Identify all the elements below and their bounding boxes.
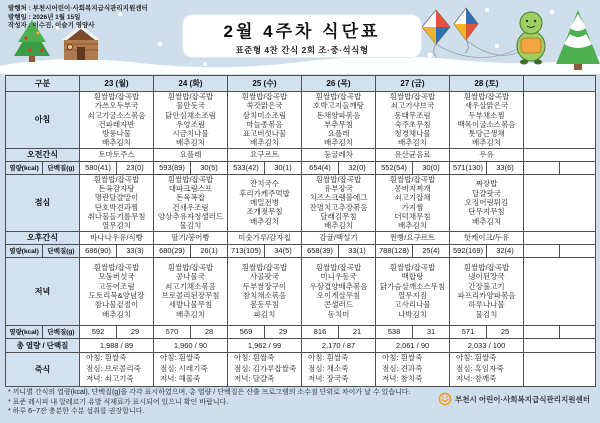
energy-kcal-cell: 788(128) <box>376 244 413 257</box>
menu-item: 백목이굴소스볶음 <box>457 119 516 129</box>
menu-item: 배추김치 <box>102 138 131 148</box>
table-row <box>6 92 596 149</box>
footnote: * 하루 6~7잔 충분한 수분 섭취를 권장합니다. <box>8 408 145 415</box>
day-header: 27 (금) <box>376 76 450 92</box>
empty-cell <box>524 338 596 352</box>
menu-item: 미니우동국 <box>320 272 357 282</box>
menu-item: 표고버섯나물 <box>242 129 287 139</box>
snack-cell: 찐빵/요구르트 <box>376 231 450 244</box>
menu-item: 흰쌀밥/잡곡밥 <box>167 174 214 184</box>
menu-item: 더덕채무침 <box>394 211 431 221</box>
energy-protein-cell: 34(5) <box>265 244 302 257</box>
menu-item: 쇠고기샤브국 <box>390 101 435 111</box>
empty-header <box>524 76 596 92</box>
menu-item: 흰쌀밥/잡곡밥 <box>389 263 436 273</box>
menu-item: 흰쌀밥/잡곡밥 <box>167 263 214 273</box>
menu-item: 조개젓무침 <box>246 207 283 217</box>
energy-kcal-cell: 654(4) <box>302 161 339 174</box>
menu-item: 흰쌀밥/잡곡밥 <box>463 92 510 101</box>
menu-cell <box>302 92 376 149</box>
menu-item: 흰쌀밥/잡곡밥 <box>93 263 140 273</box>
menu-item: 저녁: 달걀죽 <box>234 374 275 384</box>
menu-item: 요플레 <box>327 129 350 139</box>
total-cell: 2,061 / 90 <box>376 338 450 352</box>
empty-cell <box>524 325 560 338</box>
corner-label: 구분 <box>6 76 80 92</box>
menu-item: 건새우조림 <box>172 202 209 212</box>
total-cell: 1,988 / 89 <box>80 338 154 352</box>
table-row <box>6 244 596 257</box>
menu-item: 마늘종볶음 <box>246 119 283 129</box>
empty-cell <box>524 231 596 244</box>
menu-item: 돈채양파볶음 <box>316 110 361 120</box>
menu-item: 배추김치 <box>472 216 501 226</box>
energy-protein-cell: 30(1) <box>265 161 302 174</box>
day-header: 24 (화) <box>154 76 228 92</box>
snack-cell: 감귤/백설기 <box>302 231 376 244</box>
porridge-cell <box>154 352 228 386</box>
menu-item: 짜장밥 <box>475 179 498 189</box>
menu-item: 모둠버섯국 <box>98 272 135 282</box>
table-row <box>6 325 596 338</box>
kite-icon <box>422 8 526 58</box>
energy-kcal-cell: 571 <box>450 325 487 338</box>
table-row <box>6 352 596 386</box>
menu-cell <box>302 174 376 231</box>
row-label-pm-snack: 오후간식 <box>6 231 80 244</box>
snack-cell: 바나나우유/식빵 <box>80 231 154 244</box>
energy-kcal-cell: 569 <box>228 325 265 338</box>
energy-protein-cell: 26(1) <box>191 244 228 257</box>
menu-item: 아침: 흰쌀죽 <box>456 353 497 363</box>
menu-item: 오이게살무침 <box>316 291 361 301</box>
menu-cell <box>302 257 376 325</box>
empty-cell <box>524 257 596 325</box>
menu-item: 흰쌀밥/잡곡밥 <box>93 174 140 184</box>
energy-kcal-cell: 533(42) <box>228 161 265 174</box>
publisher-info <box>8 5 148 31</box>
table-row <box>6 174 596 231</box>
row-label-lunch: 점심 <box>6 174 80 231</box>
menu-item: 동태무조림 <box>394 110 431 120</box>
energy-protein-cell: 33(6) <box>487 161 524 174</box>
menu-item: 사골팟국 <box>250 272 279 282</box>
menu-item: 호박고지들깨탕 <box>313 101 364 111</box>
energy-protein-cell: 23(0) <box>117 161 154 174</box>
table-row <box>6 148 596 161</box>
publish-date-line: 발행일 : 2026년 1월 15일 <box>8 13 81 21</box>
character-icon <box>517 12 545 65</box>
snack-cell: 미숫가루/감자칩 <box>228 231 302 244</box>
menu-cell <box>154 92 228 149</box>
menu-item: 쇠고기굴소스볶음 <box>87 110 146 120</box>
menu-item: 흰쌀밥/잡곡밥 <box>463 263 510 273</box>
empty-cell <box>560 161 596 174</box>
menu-item: 점심: 흑임자죽 <box>456 363 504 373</box>
menu-item: 명란달걀말이 <box>94 193 139 203</box>
menu-item: 메밀전병 <box>250 198 279 208</box>
menu-item: 부추무침 <box>324 119 353 129</box>
menu-item: 점심: 채소죽 <box>308 363 349 373</box>
snack-cell: 우유 <box>450 148 524 161</box>
day-header: 23 (월) <box>80 76 154 92</box>
menu-cell <box>154 257 228 325</box>
menu-item: 아침: 흰쌀죽 <box>160 353 201 363</box>
menu-item: 단호박견과찜 <box>94 202 139 212</box>
energy-kcal-cell: 658(39) <box>302 244 339 257</box>
menu-item: 저녁: 해물죽 <box>160 374 201 384</box>
menu-item: 파프리카양파볶음 <box>457 291 516 301</box>
day-header: 28 (토) <box>450 76 524 92</box>
menu-item: 취나물들기름무침 <box>87 211 146 221</box>
menu-item: 숙주초무침 <box>394 119 431 129</box>
page-subtitle: 표준형 4찬 간식 2회 조·중·석식형 <box>235 44 369 55</box>
menu-cell <box>80 174 154 231</box>
menu-item: 콩비지찌개 <box>394 184 431 194</box>
menu-item: 도토리묵&양념장 <box>88 291 145 301</box>
menu-item: 배추김치 <box>472 138 501 148</box>
table-row <box>6 231 596 244</box>
empty-cell <box>524 161 560 174</box>
menu-item: 삼치미소조림 <box>242 110 287 120</box>
energy-protein-cell: 25 <box>487 325 524 338</box>
menu-item: 쇠고기잡채 <box>394 193 431 203</box>
energy-kcal-cell: 593(89) <box>154 161 191 174</box>
footnote: * 표준 레시피 내 알레르기 유발 식재료가 표시되어 있으니 확인 바랍니다. <box>8 398 229 406</box>
porridge-cell <box>80 352 154 386</box>
logo-text: 부천시 어린이·사회복지급식관리지원센터 <box>455 394 590 404</box>
menu-item: 새우살맑은국 <box>464 101 509 111</box>
menu-item: 물김치 <box>475 309 498 319</box>
energy-protein-cell: 29 <box>265 325 302 338</box>
menu-item: 흰쌀밥/잡곡밥 <box>315 174 362 184</box>
menu-item: 닭가슴살깨소스무침 <box>379 281 446 291</box>
menu-item: 돈육폭찹 <box>176 193 205 203</box>
menu-item: 파김치 <box>253 309 276 319</box>
day-header: 25 (수) <box>228 76 302 92</box>
menu-table-body <box>6 76 596 387</box>
menu-item: 세발나물무침 <box>168 300 213 310</box>
empty-cell <box>524 244 560 257</box>
menu-item: 브로콜리된장무침 <box>161 291 220 301</box>
snack-cell: 토마토주스 <box>80 148 154 161</box>
row-label-protein: 단백질(g) <box>43 161 80 174</box>
title-box <box>183 15 421 57</box>
menu-item: 저녁: 참치죽 <box>382 374 423 384</box>
menu-item: 우엉조림 <box>176 119 205 129</box>
energy-kcal-cell: 552(54) <box>376 161 413 174</box>
energy-protein-cell: 30(0) <box>413 161 450 174</box>
energy-kcal-cell: 580(41) <box>80 161 117 174</box>
menu-item: 흰쌀밥/잡곡밥 <box>315 263 362 273</box>
menu-item: 물김치 <box>179 221 202 231</box>
menu-item: 저녁: 참깨죽 <box>456 374 497 384</box>
menu-item: 점심: 브로콜리죽 <box>86 363 141 373</box>
page-title: 2월 4주차 식단표 <box>223 21 381 41</box>
snack-cell: 요구르트 <box>228 148 302 161</box>
menu-item: 아침: 흰쌀죽 <box>86 353 127 363</box>
menu-item: 유부장국 <box>324 184 353 194</box>
menu-item: 아침: 흰쌀죽 <box>308 353 349 363</box>
energy-kcal-cell: 713(105) <box>228 244 265 257</box>
menu-table <box>5 75 596 387</box>
menu-item: 고등어조림 <box>98 281 135 291</box>
menu-item: 흰쌀밥/잡곡밥 <box>315 92 362 101</box>
menu-item: 열무김치 <box>102 221 131 231</box>
menu-item: 콘샐러드 <box>324 300 353 310</box>
menu-cell <box>450 92 524 149</box>
menu-item: 쑥갓맑은국 <box>246 101 283 111</box>
menu-item: 양상추유자청샐러드 <box>157 211 224 221</box>
table-row <box>6 257 596 325</box>
menu-item: 우삼겹양배추볶음 <box>309 281 368 291</box>
porridge-cell <box>228 352 302 386</box>
row-label-kcal: 열량(kcal) <box>6 325 43 338</box>
menu-item: 치즈스크램블에그 <box>309 193 368 203</box>
banner <box>0 0 600 74</box>
snack-cell: 핫케이크/두유 <box>450 231 524 244</box>
publisher-line: 발행처 : 부천시어린이·사회복지급식관리지원센터 <box>8 5 148 12</box>
menu-item: 대파크림스프 <box>168 184 213 194</box>
menu-cell <box>228 92 302 149</box>
menu-item: 배추김치 <box>102 309 131 319</box>
menu-item: 쇠고기채소볶음 <box>165 281 216 291</box>
menu-item: 달래김무침 <box>320 211 357 221</box>
menu-item: 닭안심채소조림 <box>165 110 216 120</box>
menu-item: 아침: 흰쌀죽 <box>234 353 275 363</box>
energy-protein-cell: 33(3) <box>117 244 154 257</box>
menu-item: 배추김치 <box>324 221 353 231</box>
menu-item: 흰쌀밥/잡곡밥 <box>93 92 140 101</box>
total-cell: 1,960 / 90 <box>154 338 228 352</box>
row-label-kcal: 열량(kcal) <box>6 161 43 174</box>
table-row <box>6 338 596 352</box>
energy-kcal-cell: 686(90) <box>80 244 117 257</box>
menu-item: 흰쌀밥/잡곡밥 <box>389 174 436 184</box>
menu-item: 배추김치 <box>250 216 279 226</box>
menu-item: 물만둣국 <box>176 101 205 111</box>
menu-item: 저녁: 장국죽 <box>308 374 349 384</box>
menu-item: 저녁: 쇠고기죽 <box>86 374 134 384</box>
row-label-breakfast: 아침 <box>6 92 80 149</box>
menu-item: 흰쌀밥/잡곡밥 <box>241 92 288 101</box>
menu-item: 건파래자반 <box>98 119 135 129</box>
snowy-tree-icon <box>556 10 600 70</box>
row-label-porridge: 죽식 <box>6 352 80 386</box>
row-label-dinner: 저녁 <box>6 257 80 325</box>
menu-cell <box>376 257 450 325</box>
center-logo <box>438 392 590 406</box>
menu-cell <box>228 174 302 231</box>
energy-protein-cell: 32(0) <box>339 161 376 174</box>
menu-item: 청경채나물 <box>394 129 431 139</box>
menu-item: 점심: 김가루찹쌀죽 <box>234 363 297 373</box>
menu-item: 배추김치 <box>176 309 205 319</box>
row-label-am-snack: 오전간식 <box>6 148 80 161</box>
menu-item: 톳당근생채 <box>468 129 505 139</box>
menu-cell <box>376 92 450 149</box>
menu-cell <box>228 257 302 325</box>
author-line: 작성자 : 이수진, 이슬기 영양사 <box>8 22 95 29</box>
snack-cell: 요플레 <box>154 148 228 161</box>
footnote: * 끼니별 간식의 열량(kcal), 단백질(g)을 각각 표시하였으며, 총 열량 / 단백질은 산출 프로그램의 소수점 단위로 차이가 날 수 있습니다. <box>8 389 411 396</box>
day-header: 26 (목) <box>302 76 376 92</box>
menu-item: 배추김치 <box>398 138 427 148</box>
energy-kcal-cell: 592(169) <box>450 244 487 257</box>
energy-kcal-cell: 816 <box>302 325 339 338</box>
menu-item: 단무지무침 <box>468 207 505 217</box>
menu-item: 후리가케주먹밥 <box>239 188 290 198</box>
menu-item: 점심: 시래기죽 <box>160 363 208 373</box>
menu-item: 아침: 흰쌀죽 <box>382 353 423 363</box>
menu-item: 두부채소찜 <box>468 110 505 120</box>
empty-cell <box>524 148 596 161</box>
menu-item: 흰쌀밥/잡곡밥 <box>241 263 288 273</box>
menu-item: 점심: 견과죽 <box>382 363 423 373</box>
menu-cell <box>376 174 450 231</box>
table-row <box>6 76 596 92</box>
row-label-protein: 단백질(g) <box>43 244 80 257</box>
menu-item: 흰쌀밥/잡곡밥 <box>167 92 214 101</box>
menu-item: 두부쌈장구이 <box>242 281 287 291</box>
total-cell: 1,962 / 99 <box>228 338 302 352</box>
menu-item: 잔멸치고추장볶음 <box>309 202 368 212</box>
menu-item: 흰쌀밥/잡곡밥 <box>389 92 436 101</box>
menu-item: 배추김치 <box>176 138 205 148</box>
menu-item: 봄동무침 <box>250 300 279 310</box>
menu-item: 동치미 <box>327 309 350 319</box>
empty-cell <box>560 325 596 338</box>
footnotes <box>8 388 411 417</box>
row-label-total: 총 열량 / 단백질 <box>6 338 80 352</box>
energy-kcal-cell: 538 <box>376 325 413 338</box>
snack-cell: 유산균음료 <box>376 148 450 161</box>
menu-item: 배추김치 <box>324 138 353 148</box>
menu-item: 하루나나물 <box>468 300 505 310</box>
menu-item: 시금치나물 <box>172 129 209 139</box>
menu-cell <box>450 257 524 325</box>
energy-protein-cell: 30(5) <box>191 161 228 174</box>
energy-protein-cell: 25(4) <box>413 244 450 257</box>
smiley-icon <box>438 392 452 406</box>
energy-kcal-cell: 680(29) <box>154 244 191 257</box>
empty-cell <box>524 174 596 231</box>
row-label-protein: 단백질(g) <box>43 325 80 338</box>
energy-protein-cell: 32(4) <box>487 244 524 257</box>
energy-protein-cell: 33(1) <box>339 244 376 257</box>
row-label-kcal: 열량(kcal) <box>6 244 43 257</box>
menu-item: 열무지짐 <box>398 291 427 301</box>
menu-cell <box>80 257 154 325</box>
menu-item: 잔치국수 <box>250 179 279 189</box>
menu-item: 냉이된장국 <box>468 272 505 282</box>
menu-item: 콩나물국 <box>176 272 205 282</box>
table-row <box>6 161 596 174</box>
energy-kcal-cell: 571(130) <box>450 161 487 174</box>
menu-item: 배추김치 <box>250 138 279 148</box>
menu-item: 가쓰오두부국 <box>94 101 139 111</box>
menu-item: 돈육감자탕 <box>98 184 135 194</box>
snack-cell: 둥굴레차 <box>302 148 376 161</box>
menu-item: 달걀팟국 <box>472 188 501 198</box>
energy-protein-cell: 21 <box>339 325 376 338</box>
energy-protein-cell: 28 <box>191 325 228 338</box>
porridge-cell <box>450 352 524 386</box>
energy-protein-cell: 31 <box>413 325 450 338</box>
porridge-cell <box>376 352 450 386</box>
menu-item: 간장불고기 <box>468 281 505 291</box>
menu-item: 참나물겉절이 <box>94 300 139 310</box>
menu-item: 가지찜 <box>401 202 424 212</box>
energy-protein-cell: 29 <box>117 325 154 338</box>
porridge-cell <box>302 352 376 386</box>
empty-cell <box>560 244 596 257</box>
menu-cell <box>80 92 154 149</box>
total-cell: 2,170 / 87 <box>302 338 376 352</box>
empty-cell <box>524 92 596 149</box>
menu-cell <box>450 174 524 231</box>
empty-cell <box>524 352 596 386</box>
total-cell: 2,033 / 100 <box>450 338 524 352</box>
menu-item: 참치채소볶음 <box>242 291 287 301</box>
menu-cell <box>154 174 228 231</box>
menu-item: 배추김치 <box>398 221 427 231</box>
energy-kcal-cell: 592 <box>80 325 117 338</box>
menu-item: 고사리나물 <box>394 300 431 310</box>
snack-cell: 딸기/붕어빵 <box>154 231 228 244</box>
menu-item: 나박김치 <box>398 309 427 319</box>
menu-item: 백합탕 <box>401 272 424 282</box>
energy-kcal-cell: 570 <box>154 325 191 338</box>
menu-item: 오징어링튀김 <box>464 198 509 208</box>
menu-item: 방풍나물 <box>102 129 131 139</box>
